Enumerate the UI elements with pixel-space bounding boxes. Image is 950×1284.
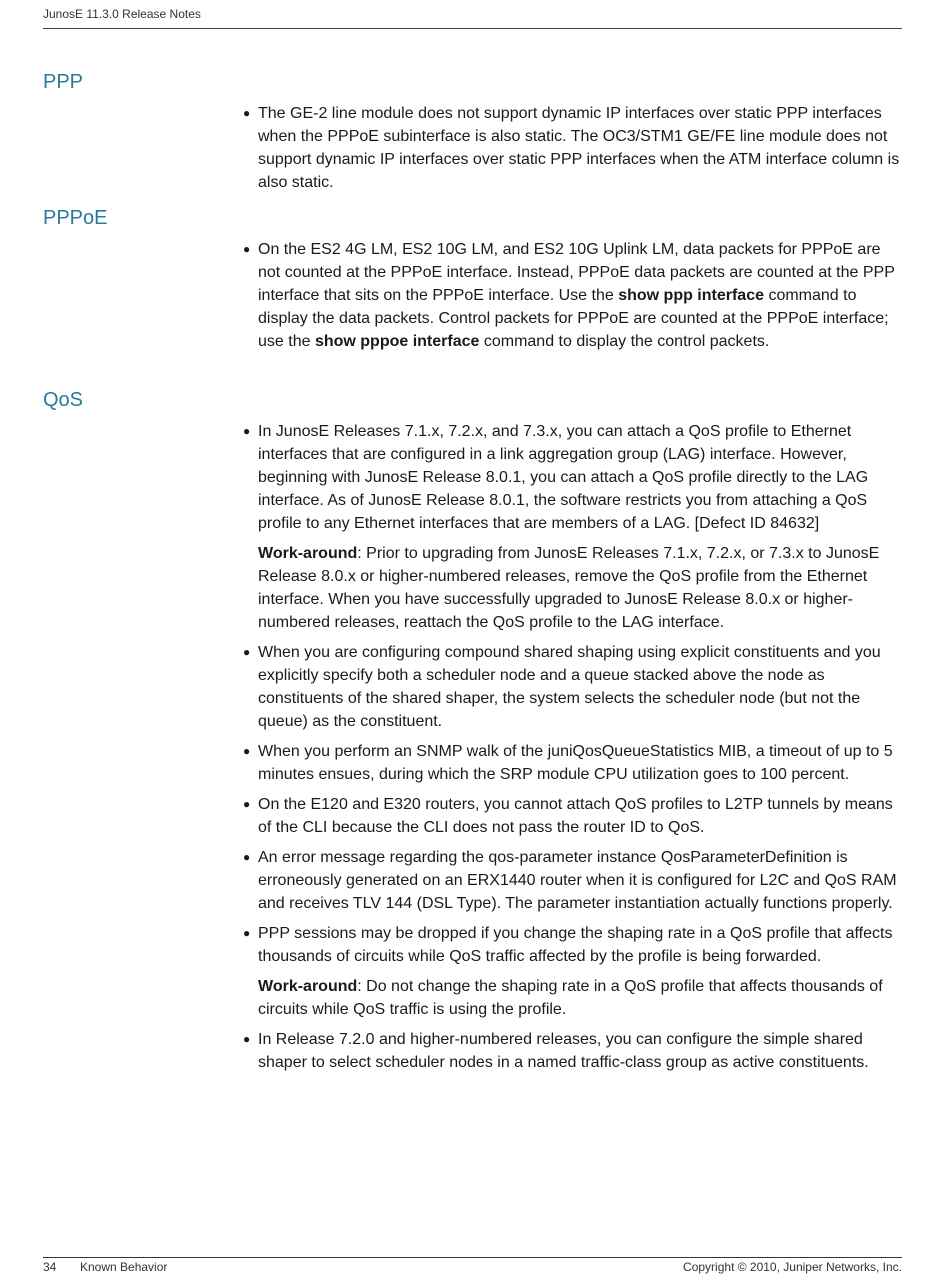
list-item: ● PPP sessions may be dropped if you change the shaping rate in a QoS profile that affects thousands of circuits while QoS traffic affected by the profile is being forwarded. Work-around: Do not change the shaping rate in a QoS profile that affects thousands of circuits while QoS traffic is using the profile. <box>243 922 903 1021</box>
bullet-icon: ● <box>243 242 251 256</box>
footer-divider <box>43 1257 902 1258</box>
list-item: ● In JunosE Releases 7.1.x, 7.2.x, and 7.3.x, you can attach a QoS profile to Ethernet interfaces that are configured in a link aggregation group (LAG) interface. However, beginning with JunosE Release 8.0.1, you can attach a QoS profile directly to the LAG interface. As of JunosE Release 8.0.1, the software restricts you from attaching a QoS profile to any Ethernet interfaces that are members of a LAG. [Defect ID 84632] Work-around: Prior to upgrading from JunosE Releases 7.1.x, 7.2.x, or 7.3.x to JunosE Release 8.0.x or higher-numbered releases, remove the QoS profile from the Ethernet interface. When you have successfully upgraded to JunosE Release 8.0.x or higher-numbered releases, reattach the QoS profile to the LAG interface. <box>243 420 903 634</box>
bullet-icon: ● <box>243 926 251 940</box>
bullet-icon: ● <box>243 106 251 120</box>
ppp-list <box>243 102 903 201</box>
bullet-icon: ● <box>243 1032 251 1046</box>
list-item: ● In Release 7.2.0 and higher-numbered releases, you can configure the simple shared shaper to select scheduler nodes in a named traffic-class group as active constituents. <box>243 1028 903 1074</box>
workaround-note: Work-around: Do not change the shaping rate in a QoS profile that affects thousands of circuits while QoS traffic is using the profile. <box>258 978 883 1018</box>
bullet-icon: ● <box>243 850 251 864</box>
command-show-ppp-interface: show ppp interface <box>618 287 764 304</box>
footer-section-title: Known Behavior <box>80 1260 168 1274</box>
qos-list <box>243 420 903 1081</box>
list-item: ● On the E120 and E320 routers, you cannot attach QoS profiles to L2TP tunnels by means of the CLI because the CLI does not pass the router ID to QoS. <box>243 793 903 839</box>
list-item: ● On the ES2 4G LM, ES2 10G LM, and ES2 10G Uplink LM, data packets for PPPoE are not counted at the PPPoE interface. Instead, PPPoE data packets are counted at the PPP interface that sits on the PPPoE interface. Use the show ppp interface command to display the data packets. Control packets for PPPoE are counted at the PPPoE interface; use the show pppoe interface command to display the control packets. <box>243 238 903 353</box>
copyright: Copyright © 2010, Juniper Networks, Inc. <box>683 1260 902 1274</box>
pppoe-list <box>243 238 903 360</box>
workaround-note: Work-around: Prior to upgrading from JunosE Releases 7.1.x, 7.2.x, or 7.3.x to JunosE Release 8.0.x or higher-numbered releases, remove the QoS profile from the Ethernet interface. When you have successfully upgraded to JunosE Release 8.0.x or higher-numbered releases, reattach the QoS profile to the LAG interface. <box>258 545 880 631</box>
section-heading-ppp: PPP <box>43 71 84 93</box>
list-item: ● When you are configuring compound shared shaping using explicit constituents and you explicitly specify both a scheduler node and a queue stacked above the node as constituents of the shared shaper, the system selects the scheduler node (but not the queue) as the constituent. <box>243 641 903 733</box>
header-divider <box>43 28 902 29</box>
bullet-icon: ● <box>243 424 251 438</box>
bullet-icon: ● <box>243 645 251 659</box>
bullet-icon: ● <box>243 744 251 758</box>
section-heading-pppoe: PPPoE <box>43 207 108 229</box>
list-item: ● When you perform an SNMP walk of the juniQosQueueStatistics MIB, a timeout of up to 5 minutes ensues, during which the SRP module CPU utilization goes to 100 percent. <box>243 740 903 786</box>
bullet-icon: ● <box>243 797 251 811</box>
section-heading-qos: QoS <box>43 389 84 411</box>
command-show-pppoe-interface: show pppoe interface <box>314 333 480 350</box>
list-item: ● An error message regarding the qos-parameter instance QosParameterDefinition is erroneously generated on an ERX1440 router when it is configured for L2C and QoS RAM and receives TLV 144 (DSL Type). The parameter instantiation actually functions properly. <box>243 846 903 915</box>
list-item: ● The GE-2 line module does not support dynamic IP interfaces over static PPP interfaces when the PPPoE subinterface is also static. The OC3/STM1 GE/FE line module does not support dynamic IP interfaces over static PPP interfaces when the ATM interface column is also static. <box>243 102 903 194</box>
page-number: 34 <box>43 1260 57 1274</box>
header-title: JunosE 11.3.0 Release Notes <box>43 7 201 21</box>
